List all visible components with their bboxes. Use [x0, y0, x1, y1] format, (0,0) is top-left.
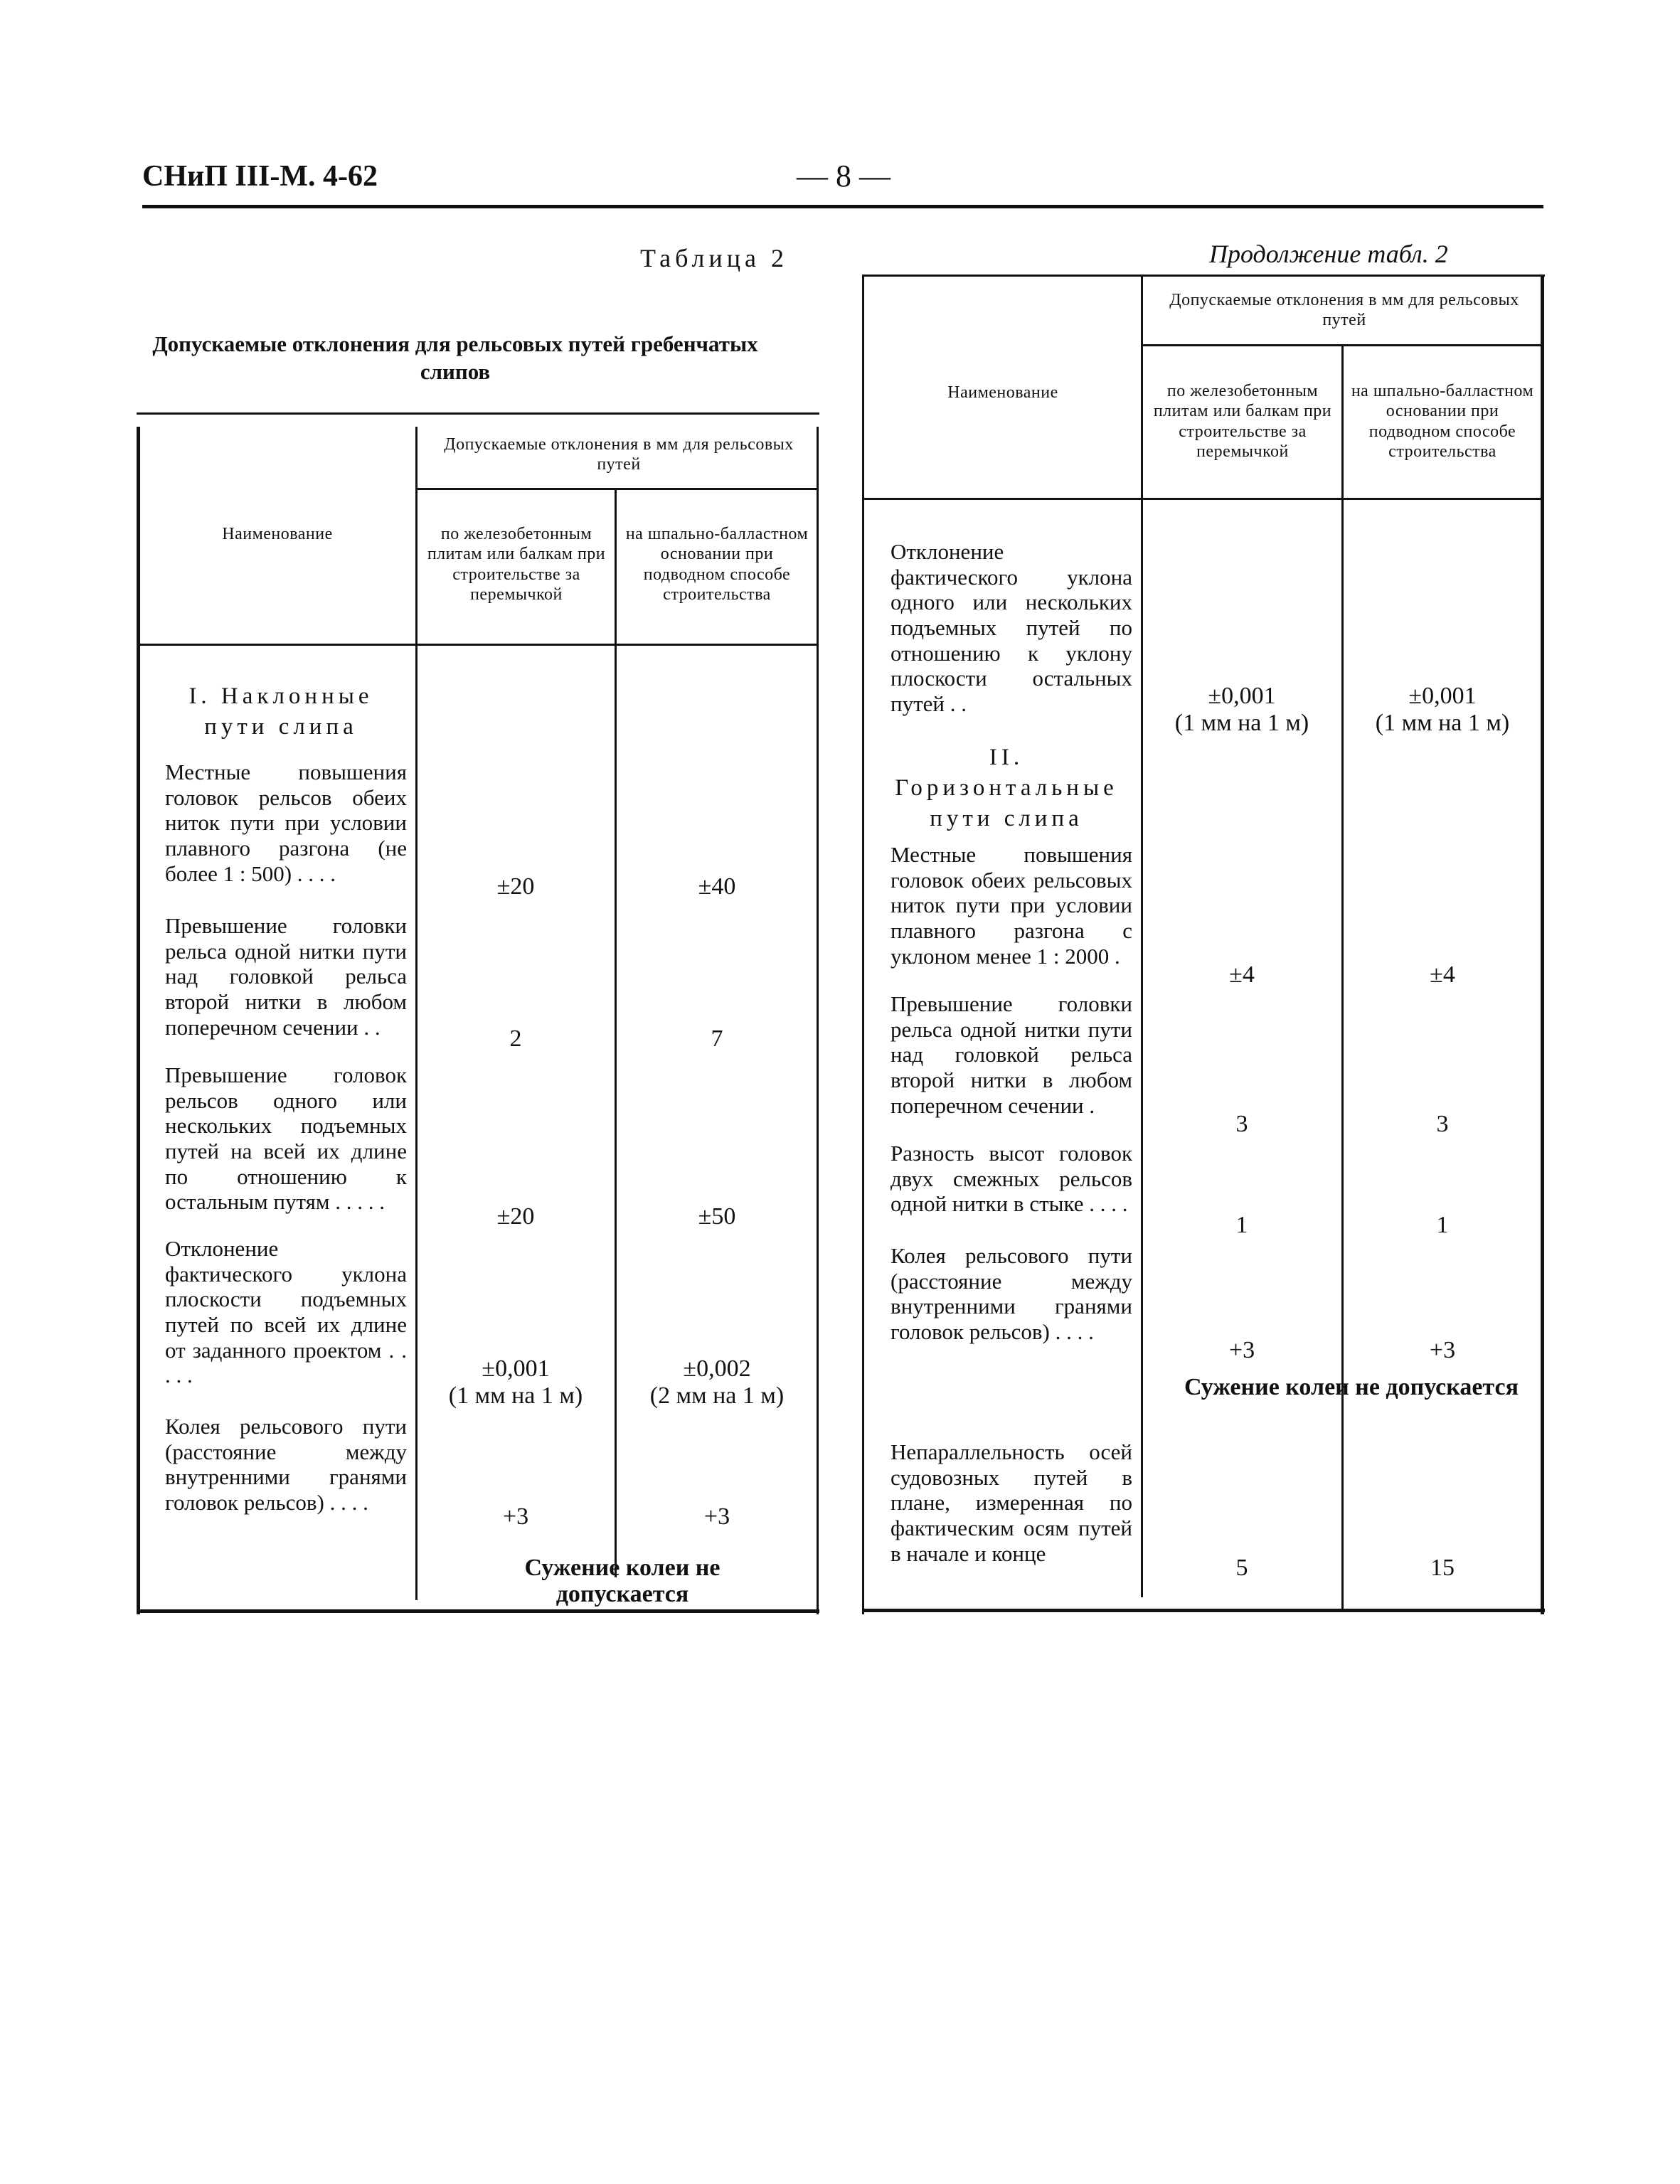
table-cell-b: ±40 — [698, 873, 736, 900]
table-cell-a: ±0,001 — [1208, 683, 1276, 709]
page-number: — 8 — — [797, 159, 890, 193]
table-cell-b: ±4 — [1430, 962, 1455, 988]
table-cell-b: 7 — [711, 1026, 723, 1052]
table-row-name: Превышение головок рельсов одного или нескольких подъемных путей на всей их длине по отношению к остальным путям . . . . . — [165, 1062, 407, 1215]
table-cell-a: +3 — [502, 1503, 529, 1530]
left-table-bottom-rule — [137, 1609, 819, 1613]
table-row-name: Разность высот головок двух смежных рельсов одной нитки в стыке . . . . — [890, 1141, 1132, 1217]
table-cell-b-note: (2 мм на 1 м) — [649, 1383, 785, 1409]
header-rule — [142, 205, 1543, 208]
table-cell-a: 5 — [1235, 1555, 1248, 1581]
right-col-name-header: Наименование — [947, 383, 1058, 402]
table-cell-b: ±50 — [698, 1203, 736, 1230]
table-cell-b: +3 — [1429, 1337, 1456, 1363]
right-group-rule — [1141, 344, 1541, 346]
table-cell-a: ±0,001 — [482, 1355, 550, 1382]
left-header-rule — [137, 644, 817, 646]
section-heading-horizontal: II. Горизонтальные пути слипа — [895, 745, 1118, 831]
right-col-b-header: на шпально-балластном основании при подводном способе строительства — [1351, 382, 1534, 461]
table-cell-b: ±0,002 — [683, 1355, 751, 1382]
right-table-outer-border-right — [1541, 275, 1544, 1614]
table-cell-a-note: (1 мм на 1 м) — [448, 1383, 583, 1409]
table-cell-a: 2 — [509, 1026, 522, 1052]
table-row-name: Отклонение фактического уклона одного или нескольких подъемных путей по отношению к уклону плоскости остальных путей . . — [890, 539, 1132, 716]
table-cell-b: 15 — [1430, 1555, 1455, 1581]
table-cell-b: ±0,001 — [1408, 683, 1477, 709]
right-table-outer-border — [862, 275, 864, 1614]
table-row-name: Колея рельсового пути (расстояние между внутренними гранями головок рельсов) . . . . — [165, 1414, 407, 1515]
table-cell-a: ±20 — [496, 873, 535, 900]
table-label: Таблица 2 — [640, 244, 788, 272]
table-cell-a: 1 — [1235, 1212, 1248, 1238]
left-group-rule — [415, 488, 817, 490]
left-table-col-divider-b — [615, 489, 617, 1577]
left-table-outer-border — [137, 427, 140, 1614]
right-table-bottom-rule — [862, 1609, 1545, 1612]
table-row-name: Местные повышения головок обеих рельсовых ниток пути при условии плавного разгона с уклоном менее 1 : 2000 . — [890, 842, 1132, 969]
continuation-label: Продолжение табл. 2 — [1209, 240, 1448, 268]
gauge-note: Сужение колеи не допускается — [524, 1555, 721, 1608]
table-cell-b: 3 — [1436, 1111, 1449, 1137]
right-table-col-divider-b — [1341, 346, 1344, 1612]
table-cell-a-note: (1 мм на 1 м) — [1174, 710, 1309, 736]
table-row-name: Превышение головки рельса одной нитки пути над головкой рельса второй нитки в любом поперечном сечении . — [890, 991, 1132, 1118]
left-table-outer-border-right — [817, 427, 819, 1614]
right-col-group-header: Допускаемые отклонения в мм для рельсовых путей — [1169, 291, 1519, 330]
section-heading-inclined: I. Наклонные пути слипа — [188, 683, 373, 740]
right-table-top-rule — [862, 275, 1545, 277]
table-row-name: Местные повышения головок рельсов обеих ниток пути при условии плавного разгона (не более 1 : 500) . . . . — [165, 760, 407, 886]
table-cell-a: +3 — [1228, 1337, 1255, 1363]
table-title: Допускаемые отклонения для рельсовых путей гребенчатых слипов — [152, 331, 758, 384]
table-row-name: Колея рельсового пути (расстояние между внутренними гранями головок рельсов) . . . . — [890, 1243, 1132, 1344]
table-cell-a: 3 — [1235, 1111, 1248, 1137]
table-row-name: Превышение головки рельса одной нитки пути над головкой рельса второй нитки в любом поперечном сечении . . — [165, 913, 407, 1040]
document-code: СНиП III-М. 4-62 — [142, 160, 378, 193]
table-row-name: Отклонение фактического уклона плоскости подъемных путей по всей их длине от заданного проектом . . . . . — [165, 1236, 407, 1388]
left-col-name-header: Наименование — [222, 525, 333, 543]
left-col-group-header: Допускаемые отклонения в мм для рельсовых путей — [444, 435, 794, 474]
left-col-a-header: по железобетонным плитам или балкам при строительстве за перемычкой — [427, 525, 606, 604]
table-cell-b: +3 — [703, 1503, 730, 1530]
left-table-top-rule — [137, 412, 819, 415]
table-row-name: Непараллельность осей судовозных путей в плане, измеренная по фактическим осям путей в начале и конце — [890, 1439, 1132, 1566]
right-header-rule — [862, 498, 1541, 500]
left-table-col-divider-a — [415, 427, 418, 1600]
left-col-b-header: на шпально-балластном основании при подводном способе строительства — [625, 525, 809, 604]
table-cell-a: ±20 — [496, 1203, 535, 1230]
table-cell-b-note: (1 мм на 1 м) — [1375, 710, 1510, 736]
right-table-col-divider-a — [1141, 275, 1143, 1597]
gauge-note: Сужение колеи не допускается — [1184, 1374, 1519, 1400]
table-cell-a: ±4 — [1229, 962, 1255, 988]
right-col-a-header: по железобетонным плитам или балкам при строительстве за перемычкой — [1153, 382, 1332, 461]
table-cell-b: 1 — [1436, 1212, 1449, 1238]
